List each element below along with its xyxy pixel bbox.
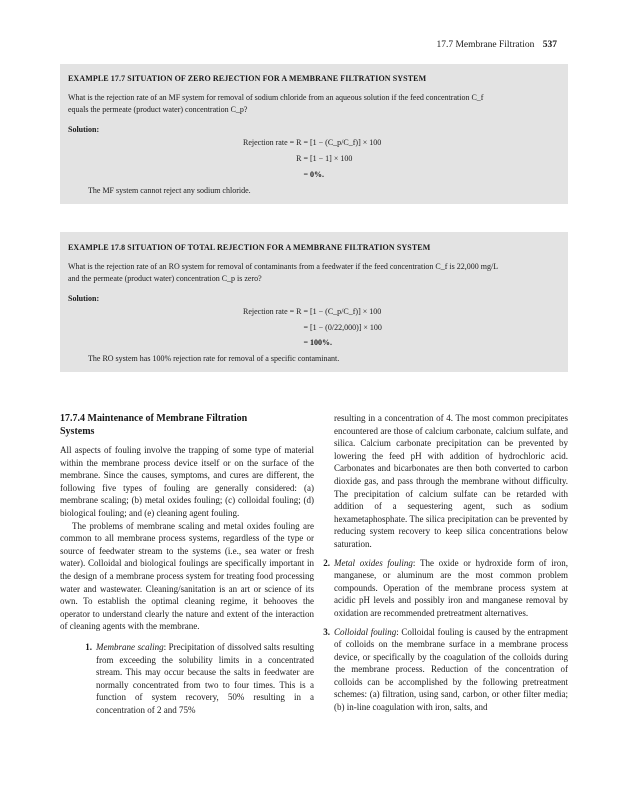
equation-rhs: 100%. xyxy=(310,338,332,347)
list-item xyxy=(316,626,568,714)
list-body: resulting in a concentration of 4. The most common precipitates encountered are those of calcium carbonate, calcium sulfate, and silica. Calcium carbonate precipitation can be prevented by lowering the feed pH with addition of hydrochloric acid. Carbonates and bicarbonates are then both converted to carbon dioxide gas, and pass through the membrane without difficulty. The precipitation of calcium sulfate can be retarded with addition of a sequestering agent, such as sodium hexametaphosphate. The silica precipitation can be prevented by reducing system recovery to keep silica concentrations below saturation. xyxy=(334,413,568,549)
example-conclusion: The RO system has 100% rejection rate for removal of a specific contaminant. xyxy=(88,354,340,363)
list-term: Colloidal fouling xyxy=(334,626,397,637)
list-number-spacer xyxy=(316,412,330,551)
equation-lhs: = xyxy=(303,170,308,179)
example-title: EXAMPLE 17.7 SITUATION OF ZERO REJECTION FOR A MEMBRANE FILTRATION SYSTEM xyxy=(68,74,427,83)
list-number: 1. xyxy=(85,641,92,652)
list-term: Membrane scaling xyxy=(96,641,164,652)
example-question-line1: What is the rejection rate of an MF system for removal of sodium chloride from an aqueous solution if the feed concentration C_f xyxy=(68,93,484,102)
section-heading xyxy=(60,412,314,438)
list-item xyxy=(316,557,568,620)
header-section: 17.7 Membrane Filtration xyxy=(436,40,535,50)
equation-lhs: R = xyxy=(296,154,308,163)
example-question-line2: and the permeate (product water) concentration C_p is zero? xyxy=(68,273,262,283)
section-heading-line1: 17.7.4 Maintenance of Membrane Filtration xyxy=(60,413,248,424)
equation-rhs: [1 − (0/22,000)] × 100 xyxy=(310,323,382,332)
solution-label: Solution: xyxy=(68,294,100,303)
example-17-8-box xyxy=(60,232,568,372)
list-number: 3. xyxy=(323,626,330,637)
list-text xyxy=(334,557,568,620)
list-text xyxy=(334,626,568,714)
example-question-line2: equals the permeate (product water) concentration C_p? xyxy=(68,104,248,114)
equation-lhs: Rejection rate = R = xyxy=(242,138,308,147)
paragraph: All aspects of fouling involve the trapping of some type of material within the membrane process device itself or on the surface of the membrane. Since the causes, symptoms, and cures are different, the following five types of fouling are generally considered: (a) membrane scaling; (b) metal oxides fouling; (c) colloidal fouling; (d) biological fouling; and (e) cleaning agent fouling. xyxy=(60,445,314,518)
equation-row xyxy=(60,337,568,349)
running-header xyxy=(436,40,557,50)
equation-row xyxy=(60,322,568,334)
equation-row xyxy=(60,137,568,149)
page-number: 537 xyxy=(542,40,557,50)
equation-rhs: [1 − (C_p/C_f)] × 100 xyxy=(310,307,382,316)
list-term: Metal oxides fouling xyxy=(334,557,413,568)
right-column xyxy=(316,412,568,714)
left-column xyxy=(60,412,314,716)
equation-rhs: 0%. xyxy=(310,170,324,179)
equation-rhs: [1 − (C_p/C_f)] × 100 xyxy=(310,138,382,147)
equation-lhs: Rejection rate = R = xyxy=(242,307,308,316)
equation-lhs: = xyxy=(303,338,308,347)
list-body: : Precipitation of dissolved salts resulting from exceeding the solubility limits in a concentrated stream. This may occur because the salts in feedwater are normally concentrated from two to four times. This is a function of system recovery, 50% resulting in a concentration of 2 and 75% xyxy=(96,641,314,715)
equation-row xyxy=(60,169,568,181)
example-conclusion: The MF system cannot reject any sodium chloride. xyxy=(88,186,251,195)
example-17-7-box xyxy=(60,64,568,204)
list-text xyxy=(96,641,314,717)
list-body: : Colloidal fouling is caused by the entrapment of colloids on the membrane surface in a membrane process device, or specifically by the coagulation of the colloids during the membrane process. Reduction of the concentration of colloids can be accomplished by the following pretreatment schemes: (a) filtration, using sand, carbon, or other filter media; (b) in-line coagulation with iron, salts, and xyxy=(334,626,568,713)
list-item-continued xyxy=(316,412,568,551)
paragraph: The problems of membrane scaling and metal oxides fouling are common to all membrane process systems, regardless of the type or source of feedwater stream to the systems (i.e., sea water or fresh water). Colloidal and biological foulings are specifically important in the design of a membrane process system for treating food processing water and wastewater. Cleaning/sanitation is an art or science of its own. To establish the optimal cleaning regime, it behooves the operator to understand clearly the nature and extent of the interaction of cleaning agents with the membrane. xyxy=(60,520,314,632)
list-number: 2. xyxy=(323,557,330,568)
list-body: : The oxide or hydroxide form of iron, manganese, or aluminum are the most common problem compounds. Operation of the membrane process system at acidic pH levels and possibly iron and manganese removal by oxidation are recommended pretreatment alternatives. xyxy=(334,557,568,618)
equation-row xyxy=(60,153,568,165)
example-question-line1: What is the rejection rate of an RO system for removal of contaminants from a feedwater if the feed concentration C_f is 22,000 mg/L xyxy=(68,262,499,271)
list-item xyxy=(60,641,314,717)
section-heading-line2: Systems xyxy=(60,426,95,437)
solution-label: Solution: xyxy=(68,125,100,134)
equation-row xyxy=(60,306,568,318)
example-title: EXAMPLE 17.8 SITUATION OF TOTAL REJECTION FOR A MEMBRANE FILTRATION SYSTEM xyxy=(68,243,431,252)
equation-lhs: = xyxy=(303,323,308,332)
equation-rhs: [1 − 1] × 100 xyxy=(310,154,353,163)
